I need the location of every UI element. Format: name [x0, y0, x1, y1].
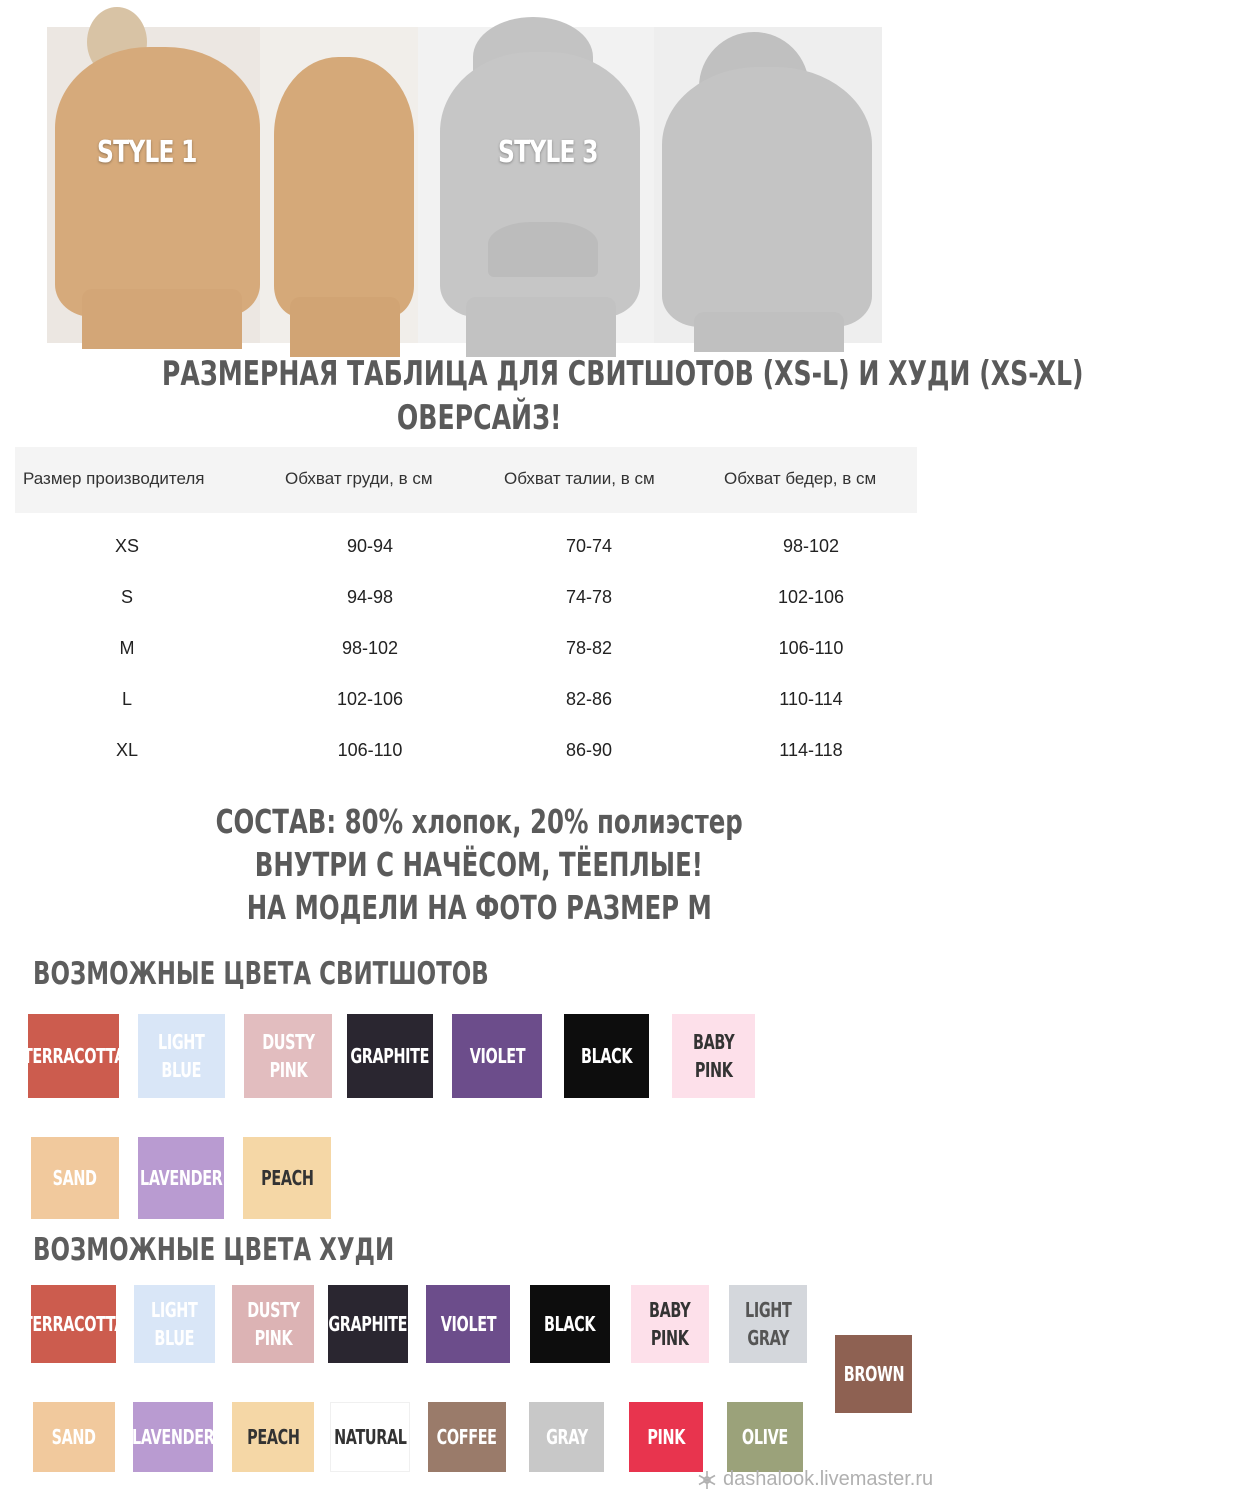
cell-chest: 102-106	[336, 689, 404, 709]
swatch-label: NATURAL	[333, 1425, 407, 1449]
swatch-label: SAND	[51, 1425, 97, 1449]
cell-hips: 110-114	[779, 689, 843, 709]
hoodie-swatch-peach	[232, 1402, 314, 1472]
hoodie-back-shape	[662, 67, 872, 327]
hoodie-pocket	[488, 222, 598, 277]
cell-waist: 78-82	[565, 638, 613, 658]
swatch-label: GRAPHITE	[350, 1044, 430, 1068]
size-chart-title	[0, 354, 1084, 394]
table-row	[15, 522, 917, 573]
swatch-label: BROWN	[843, 1362, 904, 1386]
hoodie-swatch-natural	[330, 1402, 410, 1472]
table-header	[15, 447, 917, 513]
table-row	[15, 726, 917, 777]
cell-hips: 106-110	[778, 638, 844, 658]
warm-line: ВНУТРИ С НАЧЁСОМ, ТЁЕПЛЫЕ!	[254, 845, 704, 884]
cell-waist: 86-90	[565, 740, 613, 760]
photo-style1-side	[260, 27, 418, 343]
pants-shape	[694, 312, 844, 352]
swatch-label: GRAPHITE	[328, 1312, 408, 1336]
hoodie-swatch-light-blue	[134, 1285, 215, 1363]
header-chest: Обхват груди, в см	[285, 469, 433, 488]
hoodie-swatch-graphite	[328, 1285, 408, 1363]
sweatshirt-swatch-light-blue	[138, 1014, 225, 1098]
cell-size: XS	[114, 536, 139, 556]
site-footer	[697, 1468, 933, 1491]
hoodie-colors-title: ВОЗМОЖНЫЕ ЦВЕТА ХУДИ	[33, 1232, 395, 1268]
style1-label: STYLE 1	[97, 135, 197, 170]
swatch-label: DUSTY PINK	[246, 1298, 300, 1350]
hoodie-swatch-dusty-pink	[232, 1285, 314, 1363]
cell-hips: 98-102	[782, 536, 840, 556]
hoodie-swatch-lavender	[133, 1402, 213, 1472]
cell-size: XL	[115, 740, 139, 760]
cell-size: L	[121, 689, 132, 709]
size-chart-subtitle	[0, 398, 958, 438]
hoodie-swatch-brown	[835, 1335, 912, 1413]
cell-hips: 114-118	[779, 740, 843, 760]
hoodie-swatch-light-gray	[729, 1285, 807, 1363]
swatch-label: LIGHT GRAY	[744, 1298, 792, 1350]
table-row	[15, 573, 917, 624]
title-line1: РАЗМЕРНАЯ ТАБЛИЦА ДЛЯ СВИТШОТОВ (XS-L) И ХУДИ (XS-XL)	[161, 354, 1084, 394]
hoodie-swatch-coffee	[428, 1402, 506, 1472]
table-row	[15, 675, 917, 726]
sweatshirt-swatch-dusty-pink	[244, 1014, 332, 1098]
swatch-label: BABY PINK	[649, 1298, 691, 1350]
swatch-label: TERRACOTTA	[22, 1312, 125, 1336]
sweatshirt-colors-title: ВОЗМОЖНЫЕ ЦВЕТА СВИТШОТОВ	[33, 956, 489, 992]
sweatshirt-swatch-black	[564, 1014, 649, 1098]
cell-chest: 90-94	[346, 536, 394, 556]
sweatshirt-swatch-violet	[452, 1014, 542, 1098]
header-waist: Обхват талии, в см	[504, 469, 655, 488]
warm-text	[0, 845, 958, 884]
sweatshirt-swatch-peach	[243, 1137, 331, 1219]
swatch-label: BABY PINK	[692, 1030, 735, 1082]
sweatshirt-swatch-graphite	[347, 1014, 433, 1098]
title-line2: ОВЕРСАЙЗ!	[396, 398, 562, 438]
cell-waist: 70-74	[565, 536, 613, 556]
swatch-label: LAVENDER	[139, 1166, 223, 1190]
swatch-label: VIOLET	[469, 1044, 525, 1068]
table-row	[15, 624, 917, 675]
composition-text	[0, 802, 958, 841]
cell-size: M	[119, 638, 135, 658]
hoodie-swatch-terracotta	[22, 1285, 125, 1363]
hoodie-swatch-gray	[529, 1402, 604, 1472]
swatch-label: SAND	[52, 1166, 98, 1190]
swatch-label: PINK	[647, 1425, 685, 1449]
hoodie-swatch-black	[530, 1285, 610, 1363]
pants-shape	[290, 297, 400, 357]
cell-chest: 106-110	[337, 740, 403, 760]
style3-label: STYLE 3	[498, 135, 598, 170]
swatch-label: GRAY	[545, 1425, 588, 1449]
composition-line: СОСТАВ: 80% хлопок, 20% полиэстер	[215, 802, 743, 841]
photo-style3-front	[418, 27, 654, 343]
swatch-label: VIOLET	[440, 1312, 496, 1336]
sweatshirt-swatch-sand	[31, 1137, 119, 1219]
snowflake-icon	[697, 1470, 717, 1490]
swatch-label: BLACK	[580, 1044, 633, 1068]
cell-chest: 98-102	[341, 638, 399, 658]
size-table	[15, 447, 917, 777]
swatch-label: LIGHT BLUE	[151, 1298, 198, 1350]
photo-style1-front	[47, 27, 260, 343]
swatch-label: LIGHT BLUE	[158, 1030, 205, 1082]
cell-size: S	[120, 587, 133, 607]
swatch-label: PEACH	[260, 1166, 314, 1190]
swatch-label: BLACK	[544, 1312, 596, 1336]
hoodie-swatch-pink	[629, 1402, 703, 1472]
swatch-label: PEACH	[246, 1425, 300, 1449]
cell-hips: 102-106	[777, 587, 845, 607]
hoodie-swatch-violet	[426, 1285, 510, 1363]
sweatshirt-swatch-lavender	[138, 1137, 224, 1219]
pants-shape	[82, 289, 242, 349]
swatch-label: LAVENDER	[131, 1425, 215, 1449]
sweatshirt-swatch-baby-pink	[672, 1014, 755, 1098]
site-url: dashalook.livemaster.ru	[723, 1468, 934, 1490]
model-size-line: НА МОДЕЛИ НА ФОТО РАЗМЕР М	[246, 888, 712, 927]
swatch-label: OLIVE	[742, 1425, 788, 1449]
pants-shape	[466, 297, 616, 357]
hoodie-swatch-olive	[727, 1402, 803, 1472]
sweatshirt-back-shape	[274, 57, 414, 317]
photo-style3-back	[654, 27, 882, 343]
swatch-label: COFFEE	[437, 1425, 498, 1449]
sweatshirt-shape	[55, 47, 260, 317]
cell-waist: 82-86	[565, 689, 613, 709]
cell-chest: 94-98	[346, 587, 394, 607]
cell-waist: 74-78	[565, 587, 613, 607]
hoodie-shape	[440, 52, 640, 317]
swatch-label: DUSTY PINK	[261, 1030, 315, 1082]
header-hips: Обхват бедер, в см	[724, 469, 877, 488]
hoodie-swatch-baby-pink	[631, 1285, 709, 1363]
hoodie-swatch-sand	[33, 1402, 115, 1472]
header-size: Размер производителя	[23, 469, 205, 488]
sweatshirt-swatch-terracotta	[22, 1014, 125, 1098]
model-size-text	[0, 888, 958, 927]
swatch-label: TERRACOTTA	[22, 1044, 125, 1068]
